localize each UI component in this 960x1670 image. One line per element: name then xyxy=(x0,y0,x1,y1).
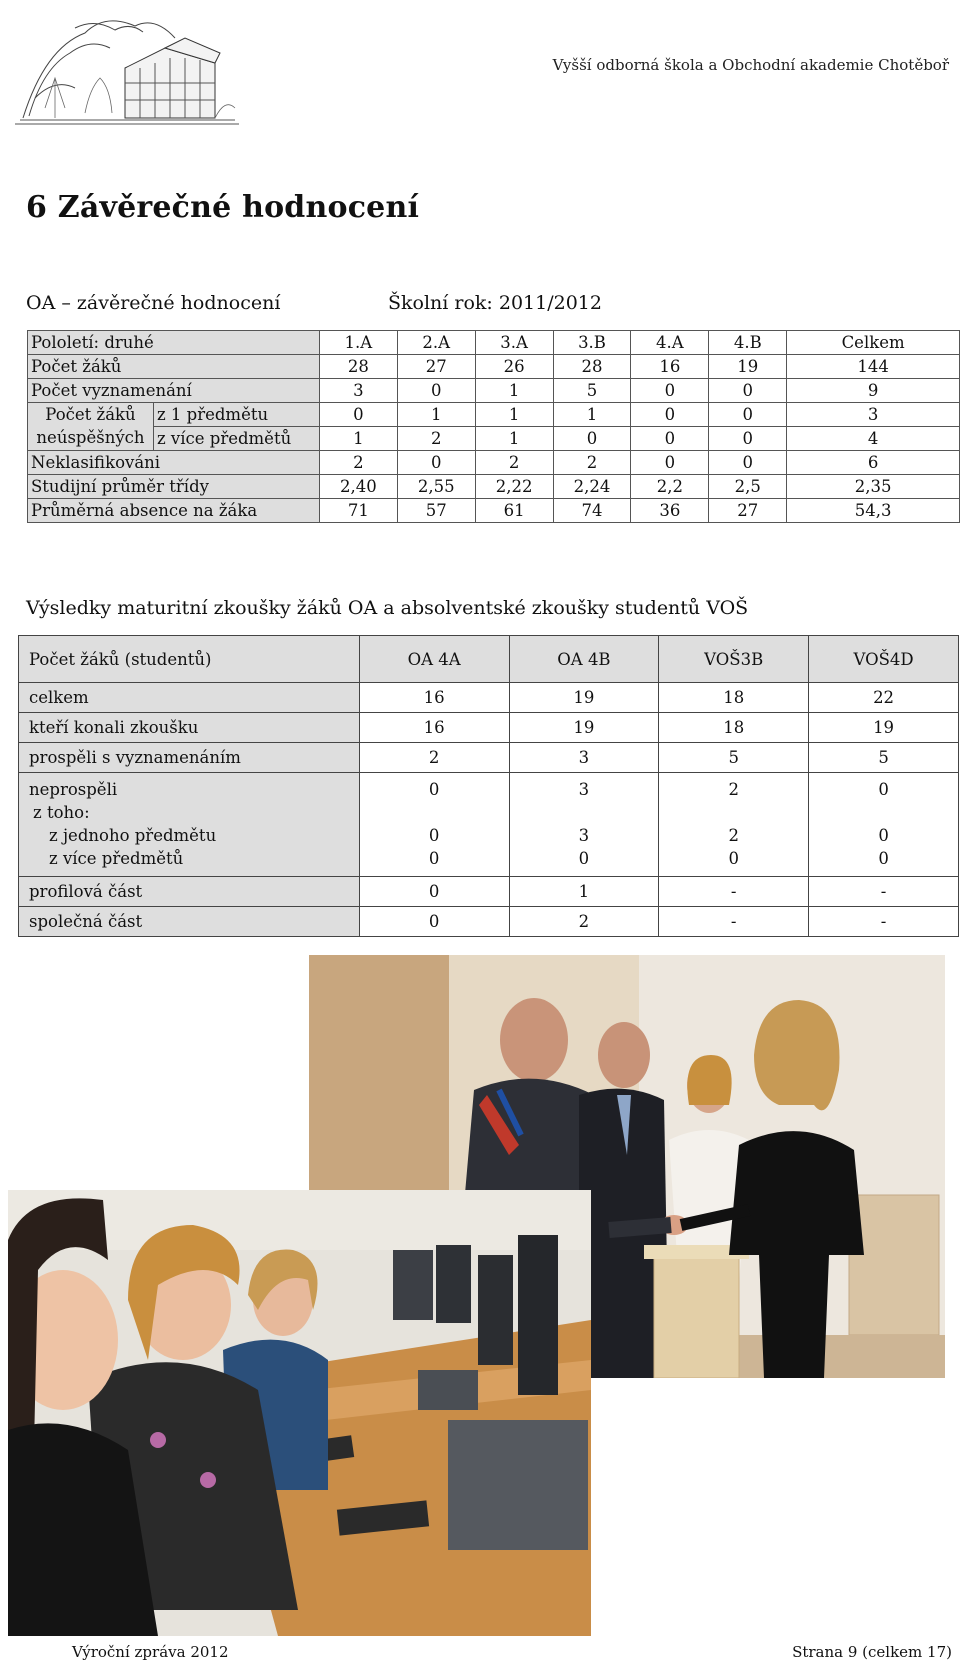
table-cell: 2 xyxy=(728,780,739,799)
table-cell: 2 xyxy=(397,427,475,451)
table-cell: 26 xyxy=(475,355,553,379)
table-row xyxy=(28,475,960,499)
table-cell: 2 xyxy=(509,907,659,937)
table2-caption: Výsledky maturitní zkoušky žáků OA a absolventské zkoušky studentů VOŠ xyxy=(26,597,749,619)
row-label: Počet vyznamenání xyxy=(28,379,320,403)
table-cell: 0 xyxy=(359,877,509,907)
row-label: Neklasifikováni xyxy=(28,451,320,475)
table1-school-year: Školní rok: 2011/2012 xyxy=(388,292,602,314)
table-row xyxy=(19,713,959,743)
row-label: kteří konali zkoušku xyxy=(19,713,360,743)
table2-header-cell: VOŠ4D xyxy=(809,636,959,683)
section-title: 6 Závěrečné hodnocení xyxy=(26,190,420,225)
table-row xyxy=(19,877,959,907)
table1-header-cell: 3.A xyxy=(475,331,553,355)
table2-header-cell: VOŠ3B xyxy=(659,636,809,683)
table-cell: - xyxy=(809,907,959,937)
table-cell: - xyxy=(659,877,809,907)
table-cell: 22 xyxy=(809,683,959,713)
table-cell: 1 xyxy=(475,427,553,451)
table-cell: 6 xyxy=(787,451,960,475)
row-label: neprospěli xyxy=(29,780,118,799)
table-cell: 1 xyxy=(319,427,397,451)
table-cell: 36 xyxy=(631,499,709,523)
row-label: Počet žáků xyxy=(28,355,320,379)
table-cell: - xyxy=(809,877,959,907)
table-cell: 0 xyxy=(631,403,709,427)
table-cell: 28 xyxy=(553,355,631,379)
table-cell: 18 xyxy=(659,713,809,743)
table-cell: 61 xyxy=(475,499,553,523)
row-sublabel: z více předmětů xyxy=(49,849,184,868)
table-cell: 5 xyxy=(809,743,959,773)
table-cell-multi xyxy=(509,773,659,877)
table-cell: 3 xyxy=(787,403,960,427)
table1-header-cell: 1.A xyxy=(319,331,397,355)
header-school-name: Vyšší odborná škola a Obchodní akademie Chotěboř xyxy=(552,56,949,74)
table-cell: 2 xyxy=(319,451,397,475)
table-cell-multi xyxy=(809,773,959,877)
row-label: prospěli s vyznamenáním xyxy=(19,743,360,773)
table-cell: 54,3 xyxy=(787,499,960,523)
table-row xyxy=(19,773,959,877)
table1-header-cell: 3.B xyxy=(553,331,631,355)
table-cell: 0 xyxy=(709,451,787,475)
table-cell: 2,55 xyxy=(397,475,475,499)
table1-header-cell: 2.A xyxy=(397,331,475,355)
table-cell: 0 xyxy=(878,849,889,868)
table2-header-cell: OA 4B xyxy=(509,636,659,683)
table-cell: 0 xyxy=(709,427,787,451)
row-label-neprospeli xyxy=(19,773,360,877)
table2-header-label: Počet žáků (studentů) xyxy=(19,636,360,683)
table-cell: 1 xyxy=(475,379,553,403)
table-cell: 2,40 xyxy=(319,475,397,499)
table-cell: 3 xyxy=(319,379,397,403)
table-row xyxy=(19,907,959,937)
table-row xyxy=(28,451,960,475)
table-cell: 19 xyxy=(809,713,959,743)
table-cell: 0 xyxy=(428,780,440,799)
table-cell: 2 xyxy=(475,451,553,475)
table-cell: 2,22 xyxy=(475,475,553,499)
table-cell: 2 xyxy=(728,826,739,845)
table1-header-cell: 4.B xyxy=(709,331,787,355)
table-cell: 0 xyxy=(553,427,631,451)
row-label: Studijní průměr třídy xyxy=(28,475,320,499)
table-row xyxy=(28,403,960,427)
table-cell: 18 xyxy=(659,683,809,713)
table-cell: 1 xyxy=(397,403,475,427)
table1-header-semester: Pololetí: druhé xyxy=(28,331,320,355)
table-cell: 3 xyxy=(578,826,590,845)
row-label: profilová část xyxy=(19,877,360,907)
table-cell: 3 xyxy=(578,780,590,799)
table2-header-cell: OA 4A xyxy=(359,636,509,683)
row-sublabel: z více předmětů xyxy=(153,427,319,451)
footer-report-title: Výroční zpráva 2012 xyxy=(72,1643,229,1661)
table-cell: 74 xyxy=(553,499,631,523)
row-label: Počet žáků xyxy=(28,403,154,427)
table-cell: 0 xyxy=(397,451,475,475)
table-cell: 2 xyxy=(359,743,509,773)
table-cell: 0 xyxy=(631,451,709,475)
table-cell: 5 xyxy=(659,743,809,773)
table-cell: - xyxy=(659,907,809,937)
row-label: neúspěšných xyxy=(28,427,154,451)
table-row xyxy=(19,743,959,773)
table-cell: 0 xyxy=(709,403,787,427)
table-cell: 3 xyxy=(509,743,659,773)
table-cell: 0 xyxy=(359,907,509,937)
row-sublabel: z 1 předmětu xyxy=(153,403,319,427)
table-cell: 19 xyxy=(709,355,787,379)
table-cell: 0 xyxy=(728,849,739,868)
table-row xyxy=(28,379,960,403)
row-label: Průměrná absence na žáka xyxy=(28,499,320,523)
table-cell: 2,24 xyxy=(553,475,631,499)
table-cell: 0 xyxy=(878,826,889,845)
table-cell: 0 xyxy=(319,403,397,427)
table-cell: 0 xyxy=(631,427,709,451)
class-results-table xyxy=(27,330,960,523)
table-cell: 16 xyxy=(631,355,709,379)
school-building-logo xyxy=(15,8,239,126)
table-cell: 4 xyxy=(787,427,960,451)
table-cell: 0 xyxy=(709,379,787,403)
table-row xyxy=(19,683,959,713)
table-cell: 16 xyxy=(359,683,509,713)
table-cell: 16 xyxy=(359,713,509,743)
table-cell: 1 xyxy=(553,403,631,427)
row-sublabel: z toho: xyxy=(33,803,90,822)
table-cell: 2,5 xyxy=(709,475,787,499)
table1-header-total: Celkem xyxy=(787,331,960,355)
table1-header-row xyxy=(28,331,960,355)
table1-caption xyxy=(26,292,602,314)
table-cell: 27 xyxy=(397,355,475,379)
table-cell: 0 xyxy=(631,379,709,403)
table-cell: 0 xyxy=(397,379,475,403)
table-cell: 2,35 xyxy=(787,475,960,499)
table-cell: 9 xyxy=(787,379,960,403)
table-cell: 2 xyxy=(553,451,631,475)
table-cell: 1 xyxy=(509,877,659,907)
row-label: společná část xyxy=(19,907,360,937)
table-cell: 0 xyxy=(578,849,590,868)
table2-header-row xyxy=(19,636,959,683)
table-cell: 2,2 xyxy=(631,475,709,499)
table1-header-cell: 4.A xyxy=(631,331,709,355)
table-cell-multi xyxy=(359,773,509,877)
table-row xyxy=(28,355,960,379)
footer-page-number: Strana 9 (celkem 17) xyxy=(792,1643,952,1661)
table-cell-multi xyxy=(659,773,809,877)
table-cell: 0 xyxy=(878,780,889,799)
students-computers-photo xyxy=(8,1190,591,1636)
table-cell: 0 xyxy=(428,826,440,845)
row-label: celkem xyxy=(19,683,360,713)
table-cell: 144 xyxy=(787,355,960,379)
table-cell: 57 xyxy=(397,499,475,523)
table-cell: 19 xyxy=(509,713,659,743)
table-cell: 27 xyxy=(709,499,787,523)
table-cell: 5 xyxy=(553,379,631,403)
table-row xyxy=(28,499,960,523)
table-cell: 28 xyxy=(319,355,397,379)
table-cell: 1 xyxy=(475,403,553,427)
exam-results-table xyxy=(18,635,959,937)
table-cell: 71 xyxy=(319,499,397,523)
table-cell: 0 xyxy=(428,849,440,868)
table-row xyxy=(28,427,960,451)
table1-caption-left: OA – závěrečné hodnocení xyxy=(26,292,281,314)
table-cell: 19 xyxy=(509,683,659,713)
row-sublabel: z jednoho předmětu xyxy=(49,826,217,845)
